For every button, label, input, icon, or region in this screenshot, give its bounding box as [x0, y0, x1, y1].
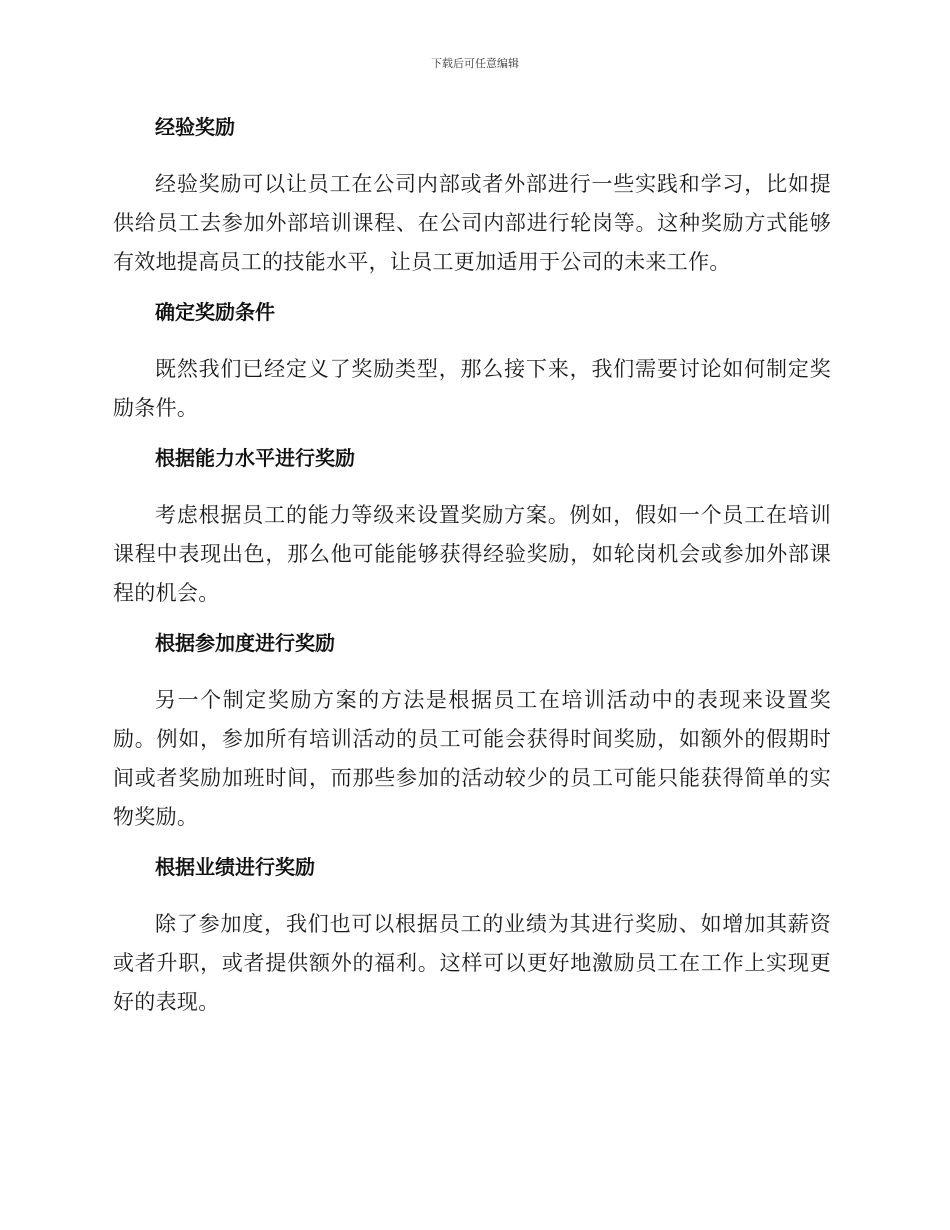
section-heading: 根据参加度进行奖励 [155, 631, 335, 655]
section-heading: 根据业绩进行奖励 [155, 855, 315, 879]
section-paragraph: 经验奖励可以让员工在公司内部或者外部进行一些实践和学习，比如提供给员工去参加外部培训课程、在公司内部进行轮岗等。这种奖励方式能够有效地提高员工的技能水平，让员工更加适用于公司的未来工作。 [113, 172, 831, 274]
section-ability-reward [113, 441, 831, 613]
section-heading: 根据能力水平进行奖励 [155, 446, 355, 470]
section-paragraph: 既然我们已经定义了奖励类型，那么接下来，我们需要讨论如何制定奖励条件。 [113, 357, 831, 420]
section-paragraph: 考虑根据员工的能力等级来设置奖励方案。例如，假如一个员工在培训课程中表现出色，那么他可能能够获得经验奖励，如轮岗机会或参加外部课程的机会。 [113, 503, 831, 605]
document-content [113, 110, 831, 1035]
section-heading: 经验奖励 [155, 115, 235, 139]
section-paragraph: 另一个制定奖励方案的方法是根据员工在培训活动中的表现来设置奖励。例如，参加所有培训活动的员工可能会获得时间奖励，如额外的假期时间或者奖励加班时间，而那些参加的活动较少的员工可能只能获得简单的实物奖励。 [113, 688, 831, 829]
section-performance-reward [113, 850, 831, 1022]
section-experience-reward [113, 110, 831, 282]
page-header-note: 下载后可任意编辑 [431, 57, 519, 70]
section-reward-conditions [113, 295, 831, 428]
section-participation-reward [113, 626, 831, 837]
section-heading: 确定奖励条件 [155, 300, 275, 324]
section-paragraph: 除了参加度，我们也可以根据员工的业绩为其进行奖励、如增加其薪资或者升职，或者提供额外的福利。这样可以更好地激励员工在工作上实现更好的表现。 [113, 912, 831, 1014]
